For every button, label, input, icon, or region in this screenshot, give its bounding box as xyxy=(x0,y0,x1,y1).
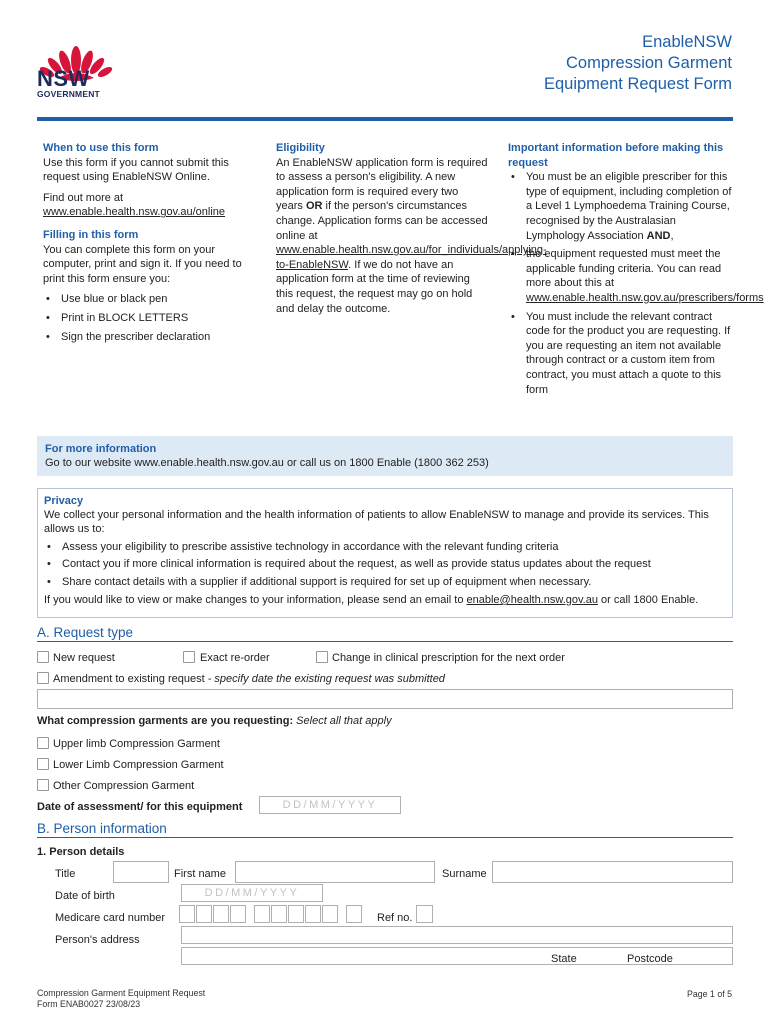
upper-limb-checkbox[interactable] xyxy=(37,737,49,749)
page-number: Page 1 of 5 xyxy=(687,989,732,999)
dob-input[interactable]: DD/MM/YYYY xyxy=(181,884,323,902)
section-a-divider xyxy=(37,641,733,642)
amendment-date-input[interactable] xyxy=(37,689,733,709)
form-title: EnableNSW Compression Garment Equipment Request Form xyxy=(543,33,732,93)
list-item: • Use blue or black pen xyxy=(43,292,255,307)
other-garment-checkbox[interactable] xyxy=(37,779,49,791)
assessment-date-label: Date of assessment/ for this equipment xyxy=(37,801,243,813)
list-item: • You must be an eligible prescriber for this type of equipment, including completion of a Level 1 Lymphoedema Training Course, recognised by the Australasian Lymphology Association AND, xyxy=(508,170,734,243)
dob-label: Date of birth xyxy=(55,890,115,902)
postcode-label: Postcode xyxy=(627,953,673,965)
privacy-email-link[interactable]: enable@health.nsw.gov.au xyxy=(466,594,598,606)
eligibility-link[interactable]: www.enable.health.nsw.gov.au/for_individuals/applying-to-EnableNSW xyxy=(276,244,547,271)
logo-text: NSW xyxy=(37,66,90,91)
upper-limb-label: Upper limb Compression Garment xyxy=(53,738,220,750)
more-info-box: For more information Go to our website www.enable.health.nsw.gov.au or call us on 1800 Enable (1800 362 253) xyxy=(37,436,733,476)
person-details-heading: 1. Person details xyxy=(37,846,125,858)
online-link[interactable]: www.enable.health.nsw.gov.au/online xyxy=(43,206,226,219)
info-column-usage: When to use this form Use this form if you cannot submit this request using EnableNSW Online. Find out more at www.enable.health.nsw.gov.au/online Filling in this form You can complete this form on your computer, print and sign it. If you need to print this form ensure you: • Use blue or black pen • Print in BLOCK LETTERS • Sign the prescriber declaration xyxy=(43,141,255,348)
list-item: • Print in BLOCK LETTERS xyxy=(43,311,255,326)
ref-no-label: Ref no. xyxy=(377,912,413,924)
amendment-checkbox[interactable] xyxy=(37,672,49,684)
new-request-checkbox[interactable] xyxy=(37,651,49,663)
list-item: • You must include the relevant contract code for the product you are requesting. If you are requesting an item not available through contract or a custom item from contract, you must attach a quote to this form xyxy=(508,310,734,398)
list-item: • the equipment requested must meet the applicable funding criteria. You can read more about this at www.enable.health.nsw.gov.au/prescribers/forms xyxy=(508,247,734,305)
surname-input[interactable] xyxy=(492,861,733,883)
logo-subtext: GOVERNMENT xyxy=(37,89,100,99)
header-divider xyxy=(37,117,733,121)
lower-limb-label: Lower Limb Compression Garment xyxy=(53,759,224,771)
info-column-important: Important information before making this request • You must be an eligible prescriber for this type of equipment, including completion of a Level 1 Lymphoedema Training Course, recognised by the Australasian Lymphology Association AND, • the equipment requested must meet the applicable funding criteria. You can read more about this at www.enable.health.nsw.gov.au/prescribers/forms • You must include the relevant contract code for the product you are requesting. If you are requesting an item not available through contract or a custom item from contract, you must attach a quote to this form xyxy=(508,141,734,401)
new-request-label: New request xyxy=(53,652,115,664)
surname-label: Surname xyxy=(442,868,487,880)
medicare-label: Medicare card number xyxy=(55,912,166,924)
medicare-number-input[interactable] xyxy=(179,905,362,923)
change-prescription-label: Change in clinical prescription for the next order xyxy=(332,652,565,664)
privacy-box: Privacy We collect your personal information and the health information of patients to allow EnableNSW to manage and provide its services. This allows us to: • Assess your eligibility to prescribe assistive technology in accordance with the relevant funding criteria • Contact you if more clinical information is required about the request, as well as provide status updates about the request • Share contact details with a supplier if additional support is required for set up of equipment when necessary. If you would like to view or make changes to your information, please send an email to enable@health.nsw.gov.au or call 1800 Enable. xyxy=(37,488,733,618)
title-label: Title xyxy=(55,868,76,880)
section-a-title: A. Request type xyxy=(37,625,134,640)
first-name-label: First name xyxy=(174,868,226,880)
list-item: • Contact you if more clinical information is required about the request, as well as provide status updates about the request xyxy=(44,557,726,571)
exact-reorder-label: Exact re-order xyxy=(200,652,270,664)
footer-form-info: Compression Garment Equipment Request Form ENAB0027 23/08/23 xyxy=(37,988,206,1009)
change-prescription-checkbox[interactable] xyxy=(316,651,328,663)
assessment-date-input[interactable]: DD/MM/YYYY xyxy=(259,796,401,814)
ref-no-input[interactable] xyxy=(416,905,433,923)
info-column-eligibility: Eligibility An EnableNSW application form is required to assess a person's eligibility. A new application form is required every two years OR if the person's circumstances change. Application forms can be accessed online at www.enable.health.nsw.gov.au/for_individuals/applying-to-EnableNSW. If we do not have an application form at the time of reviewing this request, the request may go on hold and delay the outcome. xyxy=(276,142,547,315)
other-garment-label: Other Compression Garment xyxy=(53,780,195,792)
section-b-divider xyxy=(37,837,733,838)
exact-reorder-checkbox[interactable] xyxy=(183,651,195,663)
list-item: • Share contact details with a supplier if additional support is required for set up of equipment when necessary. xyxy=(44,575,726,589)
list-item: • Assess your eligibility to prescribe assistive technology in accordance with the relevant funding criteria xyxy=(44,540,726,554)
section-b-title: B. Person information xyxy=(37,821,167,836)
first-name-input[interactable] xyxy=(235,861,435,883)
garments-question: What compression garments are you requesting: Select all that apply xyxy=(37,715,392,727)
address-input-line1[interactable] xyxy=(181,926,733,944)
state-label: State xyxy=(551,953,577,965)
list-item: • Sign the prescriber declaration xyxy=(43,330,255,345)
address-label: Person's address xyxy=(55,934,140,946)
title-input[interactable] xyxy=(113,861,169,883)
forms-link[interactable]: www.enable.health.nsw.gov.au/prescribers/forms xyxy=(526,291,764,304)
amendment-label: Amendment to existing request - specify date the existing request was submitted xyxy=(53,673,445,685)
lower-limb-checkbox[interactable] xyxy=(37,758,49,770)
